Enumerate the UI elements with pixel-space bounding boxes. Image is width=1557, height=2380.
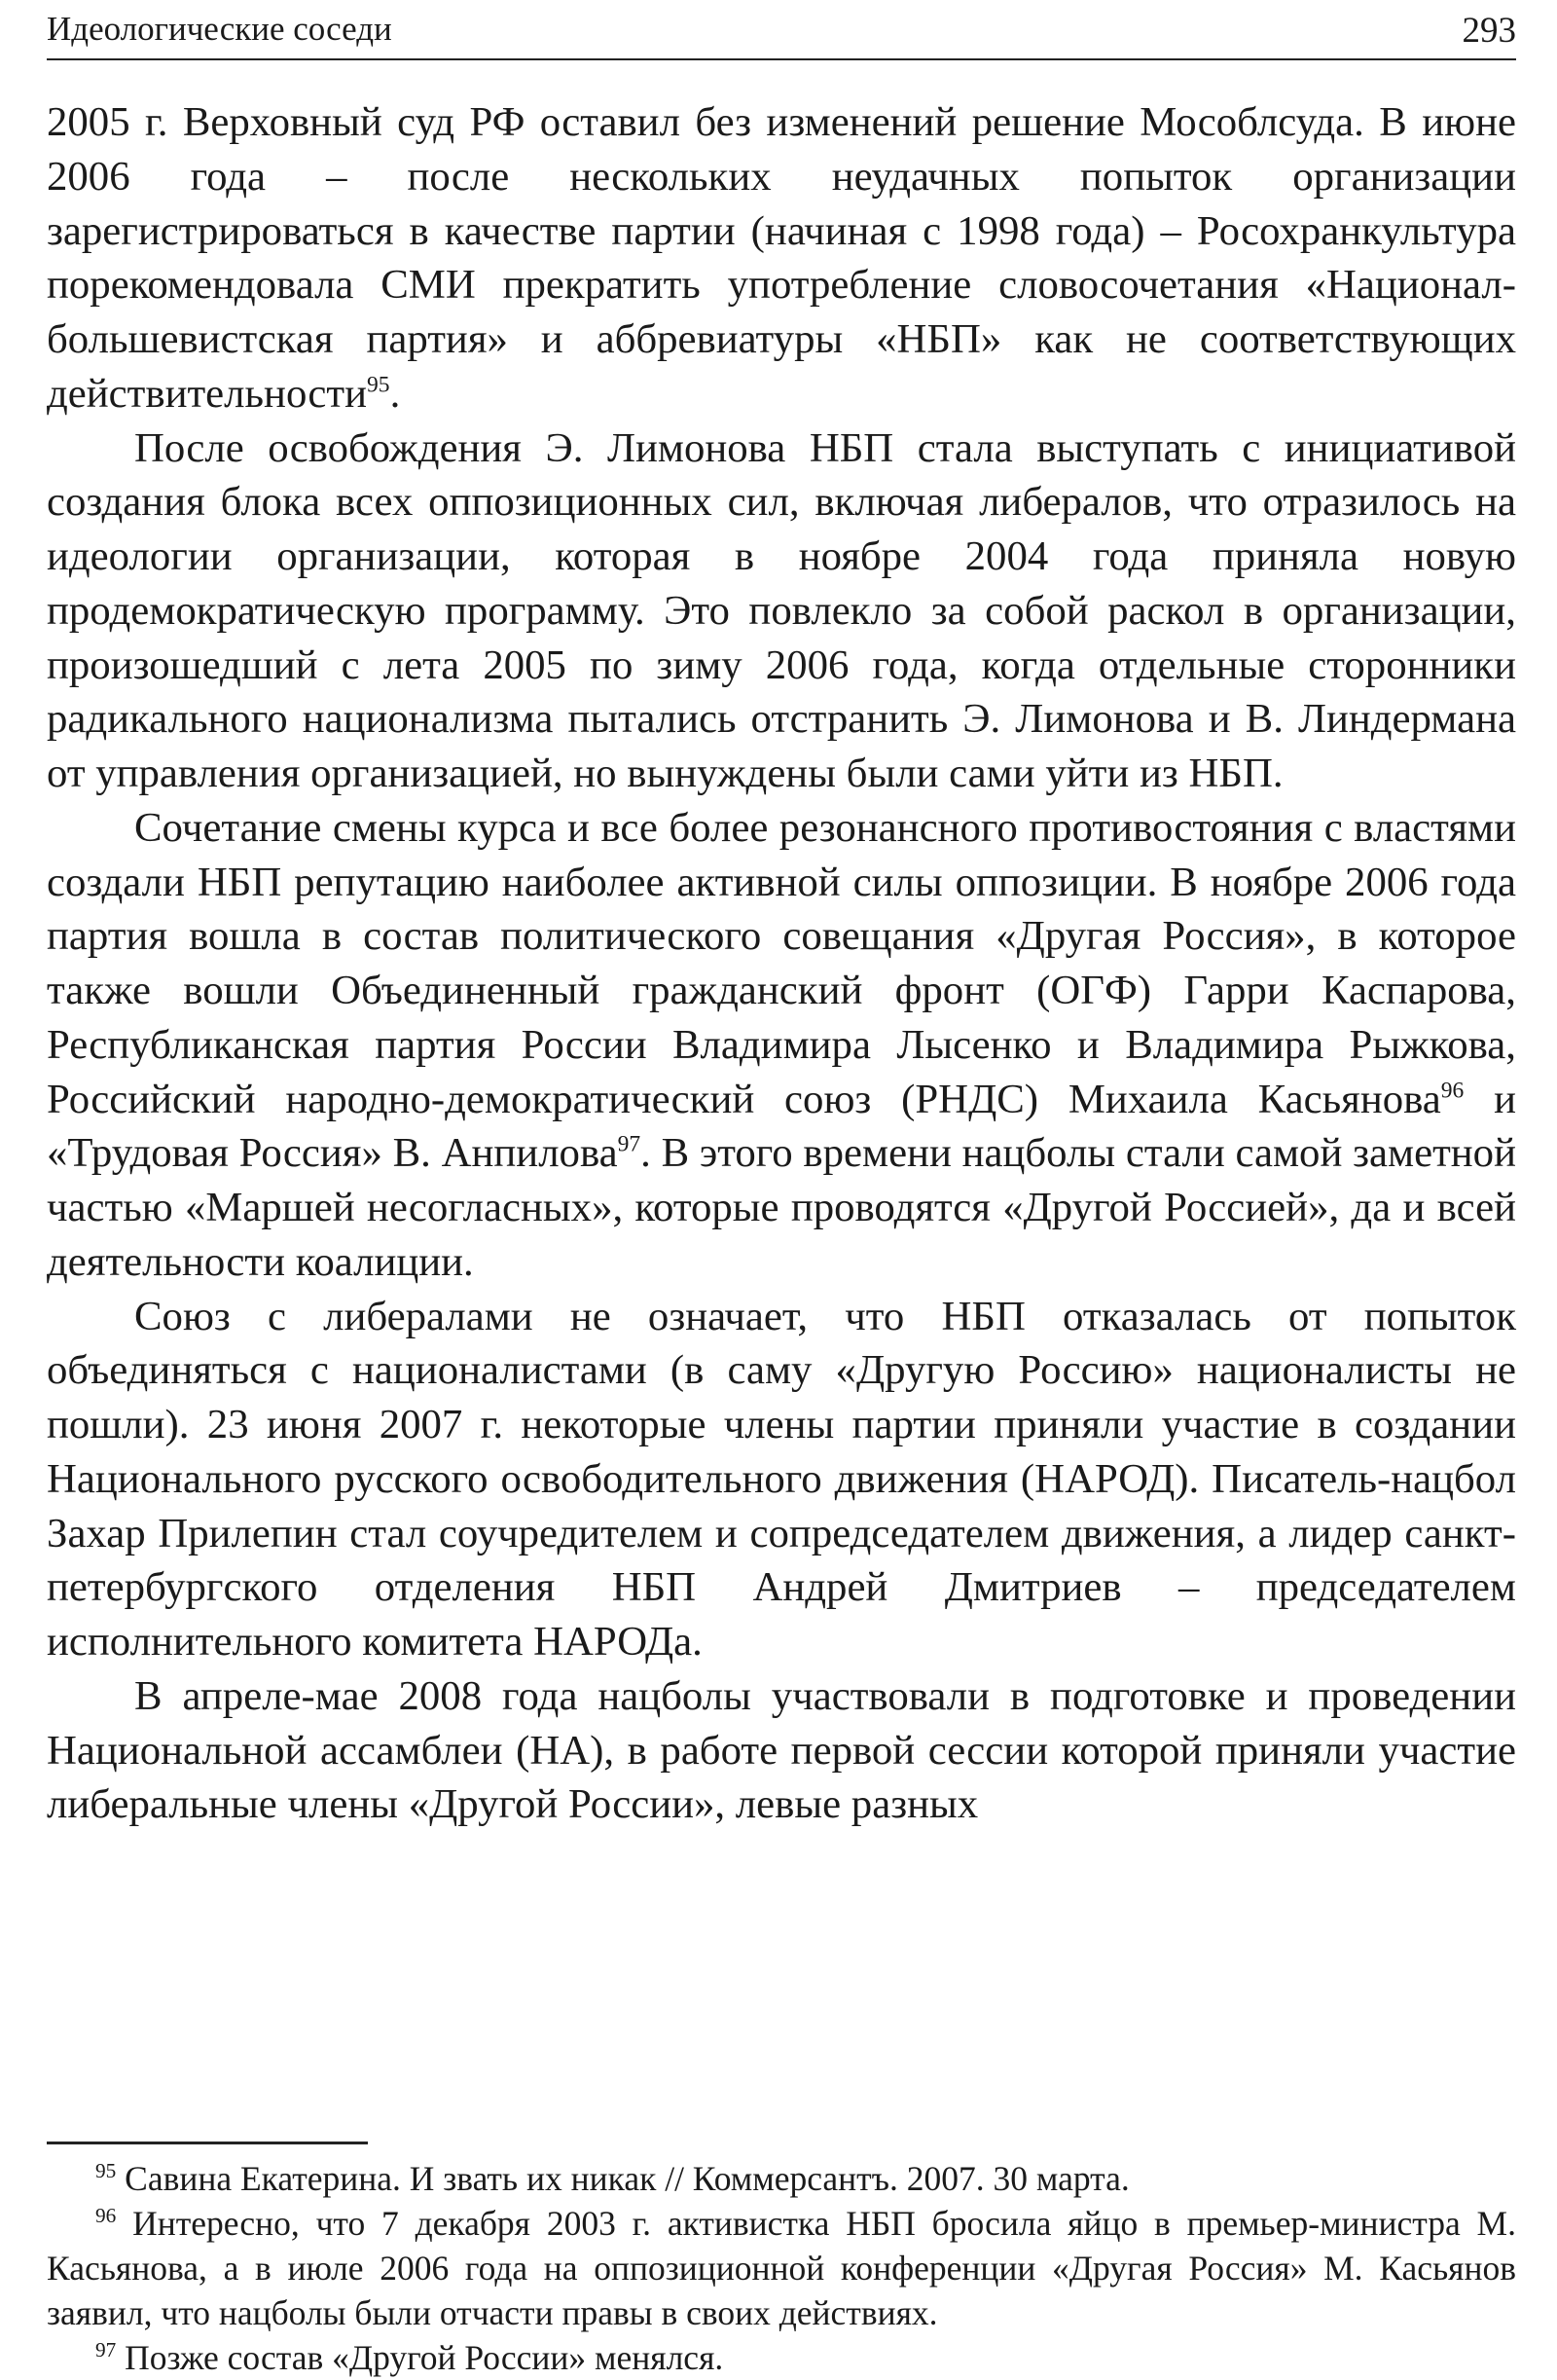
- running-title: Идеологические соседи: [47, 10, 392, 48]
- footnote-ref-97[interactable]: 97: [617, 1131, 641, 1157]
- paragraph-3: [47, 801, 1516, 1290]
- footnote-ref-95[interactable]: 95: [367, 372, 390, 398]
- main-text: [47, 95, 1516, 1832]
- page-number: 293: [1462, 11, 1516, 51]
- paragraph-text: В апреле-мае 2008 года нацболы участвовали в подготовке и проведении Национальной ассамблеи (НА), в работе первой сессии которой приняли участие либеральные члены «Другой России», левые разных: [47, 1672, 1516, 1828]
- footnote-96: [47, 2201, 1516, 2335]
- footnote-95: [47, 2156, 1516, 2201]
- paragraph-1: [47, 95, 1516, 421]
- footnote-divider: [47, 2142, 368, 2144]
- footnote-text: Позже состав «Другой России» менялся.: [116, 2338, 724, 2377]
- paragraph-text: Сочетание смены курса и все более резонансного противостояния с властями создали НБП репутацию наиболее активной силы оппозиции. В ноябре 2006 года партия вошла в состав политического совещания «Другая Россия», в которое также вошли Объединенный гражданский фронт (ОГФ) Гарри Каспарова, Республиканская партия России Владимира Лысенко и Владимира Рыжкова, Российский народно-демократический союз (РНДС) Михаила Касьянова: [47, 804, 1516, 1122]
- footnotes: [47, 2156, 1516, 2380]
- footnote-number: 95: [95, 2159, 117, 2183]
- paragraph-5: [47, 1669, 1516, 1832]
- paragraph-2: [47, 421, 1516, 801]
- footnote-text: Савина Екатерина. И звать их никак // Коммерсантъ. 2007. 30 марта.: [116, 2159, 1130, 2198]
- paragraph-text: После освобождения Э. Лимонова НБП стала выступать с инициативой создания блока всех оппозиционных сил, включая либералов, что отразилось на идеологии организации, которая в ноябре 2004 года приняла новую продемократическую программу. Это повлекло за собой раскол в организации, произошедший с лета 2005 по зиму 2006 года, когда отдельные сторонники радикального национализма пытались отстранить Э. Лимонова и В. Линдермана от управления организацией, но вынуждены были сами уйти из НБП.: [47, 424, 1516, 796]
- footnote-number: 97: [95, 2338, 117, 2362]
- footnote-ref-96[interactable]: 96: [1440, 1078, 1465, 1104]
- paragraph-text: .: [389, 370, 401, 417]
- paragraph-text: 2005 г. Верховный суд РФ оставил без изменений решение Мособлсуда. В июне 2006 года – после нескольких неудачных попыток организации зарегистрироваться в качестве партии (начиная с 1998 года) – Росохранкультура порекомендовала СМИ прекратить употребление словосочетания «Национал-большевистская партия» и аббревиатуры «НБП» как не соответствующих действительности: [47, 99, 1516, 417]
- paragraph-text: и «Трудовая Россия» В. Анпилова: [47, 1076, 1516, 1177]
- footnote-97: [47, 2335, 1516, 2380]
- paragraph-4: [47, 1290, 1516, 1669]
- page-header: [47, 8, 1516, 60]
- paragraph-text: . В этого времени нацболы стали самой заметной частью «Маршей несогласных», которые проводятся «Другой Россией», да и всей деятельности коалиции.: [47, 1130, 1516, 1285]
- footnote-number: 96: [95, 2204, 117, 2228]
- footnote-text: Интересно, что 7 декабря 2003 г. активистка НБП бросила яйцо в премьер-министра М. Касьянова, а в июле 2006 года на оппозиционной конференции «Другая Россия» М. Касьянов заявил, что нацболы были отчасти правы в своих действиях.: [47, 2204, 1516, 2332]
- paragraph-text: Союз с либералами не означает, что НБП отказалась от попыток объединяться с националистами (в саму «Другую Россию» националисты не пошли). 23 июня 2007 г. некоторые члены партии приняли участие в создании Национального русского освободительного движения (НАРОД). Писатель-нацбол Захар Прилепин стал соучредителем и сопредседателем движения, а лидер санкт-петербургского отделения НБП Андрей Дмитриев – председателем исполнительного комитета НАРОДа.: [47, 1293, 1516, 1665]
